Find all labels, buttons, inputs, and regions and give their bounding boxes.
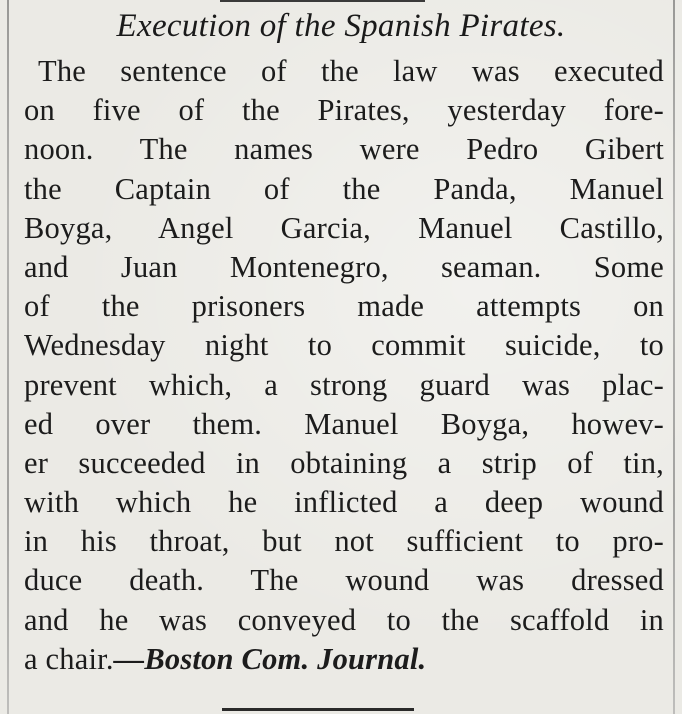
top-column-rule: [220, 0, 425, 2]
article-final-line: [24, 640, 664, 679]
article-line: noon. The names were Pedro Gibert: [24, 132, 664, 167]
article-body: [24, 52, 664, 679]
bottom-column-rule: [222, 708, 414, 711]
article-line: the Captain of the Panda, Manuel: [24, 171, 664, 206]
article-line: Boyga, Angel Garcia, Manuel Castillo,: [24, 210, 664, 245]
article-final-text: a chair.: [24, 641, 114, 676]
article-line: in his throat, but not sufficient to pro-: [24, 524, 664, 559]
article-line: and Juan Montenegro, seaman. Some: [24, 249, 664, 284]
article-line: er succeeded in obtaining a strip of tin,: [24, 445, 664, 480]
article-line: on five of the Pirates, yesterday fore-: [24, 93, 664, 128]
article-line: with which he inflicted a deep wound: [24, 485, 664, 520]
article-headline: Execution of the Spanish Pirates.: [116, 8, 566, 44]
article-line: of the prisoners made attempts on: [24, 289, 664, 324]
article-line: and he was conveyed to the scaffold in: [24, 602, 664, 637]
article-line: prevent which, a strong guard was plac-: [24, 367, 664, 402]
article-line: duce death. The wound was dressed: [24, 563, 664, 598]
right-column-edge: [673, 0, 675, 714]
source-credit: —Boston Com. Journal.: [113, 641, 427, 676]
article-line: Wednesday night to commit suicide, to: [24, 328, 664, 363]
left-column-edge: [7, 0, 9, 714]
article-line: The sentence of the law was executed: [38, 54, 664, 88]
article-line: ed over them. Manuel Boyga, howev-: [24, 406, 664, 441]
